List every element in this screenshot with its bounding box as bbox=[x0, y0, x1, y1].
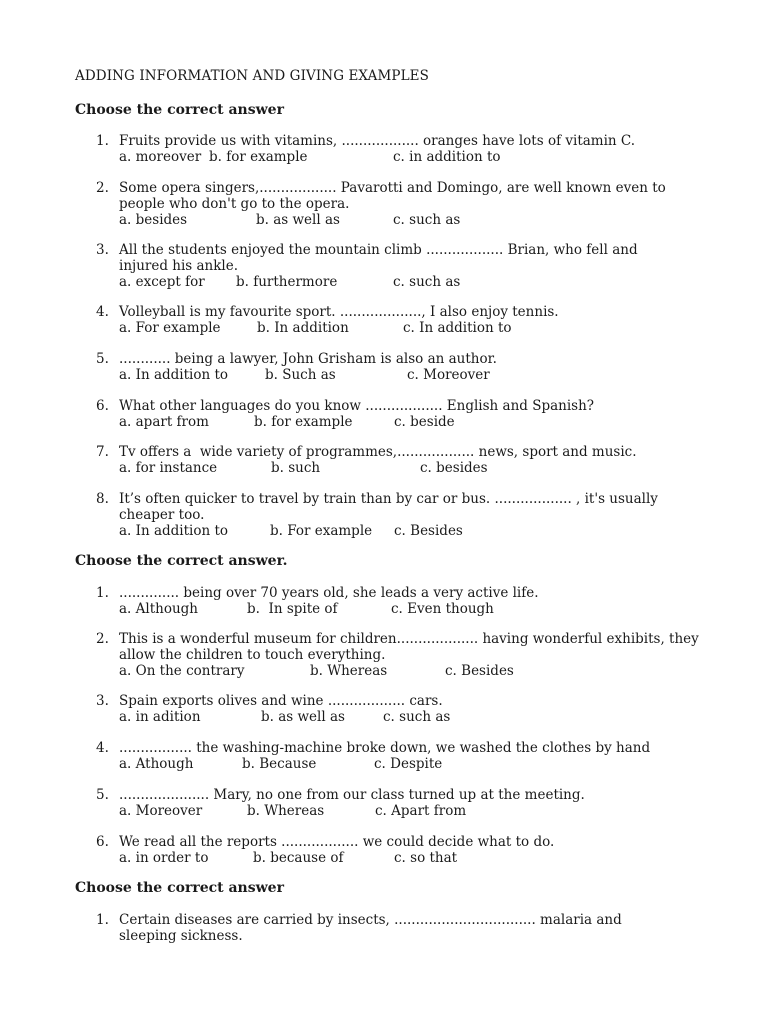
question-1-3 bbox=[96, 242, 716, 290]
option-b: b. In spite of bbox=[247, 601, 338, 617]
question-1-8 bbox=[96, 491, 716, 539]
option-c: c. Besides bbox=[445, 663, 514, 679]
question-text: What other languages do you know .................. English and Spanish? bbox=[119, 398, 595, 414]
option-b: b. as well as bbox=[256, 212, 340, 228]
option-c: c. Even though bbox=[391, 601, 494, 617]
answer-options bbox=[119, 523, 716, 539]
question-2-1 bbox=[96, 585, 716, 617]
option-c: c. In addition to bbox=[403, 320, 512, 336]
option-a: a. In addition to bbox=[119, 523, 229, 539]
option-c: c. Despite bbox=[374, 756, 443, 772]
answer-options bbox=[119, 320, 716, 336]
question-2-6 bbox=[96, 834, 716, 866]
question-text: Spain exports olives and wine .................. cars. bbox=[119, 693, 443, 709]
question-text: ................. the washing-machine broke down, we washed the clothes by hand bbox=[119, 740, 651, 756]
question-text: Some opera singers,.................. Pavarotti and Domingo, are well known even to people who don't go to the opera. bbox=[119, 180, 671, 212]
answer-options bbox=[119, 756, 716, 772]
question-number: 3. bbox=[96, 693, 109, 709]
question-text: Certain diseases are carried by insects, ................................. malaria and sleeping sickness. bbox=[119, 912, 627, 944]
question-1-4 bbox=[96, 304, 716, 336]
question-1-5 bbox=[96, 351, 716, 383]
answer-options bbox=[119, 414, 716, 430]
question-text: Tv offers a wide variety of programmes,.................. news, sport and music. bbox=[119, 444, 637, 460]
question-number: 3. bbox=[96, 242, 109, 258]
option-b: b. Whereas bbox=[247, 803, 325, 819]
option-c: c. in addition to bbox=[393, 149, 501, 165]
answer-options bbox=[119, 803, 716, 819]
question-number: 7. bbox=[96, 444, 109, 460]
option-b: b. In addition bbox=[257, 320, 349, 336]
option-a: a. In addition to bbox=[119, 367, 229, 383]
option-c: c. Apart from bbox=[375, 803, 467, 819]
question-1-1 bbox=[96, 133, 716, 165]
answer-options bbox=[119, 663, 716, 679]
option-a: a. besides bbox=[119, 212, 188, 228]
question-text: All the students enjoyed the mountain climb .................. Brian, who fell and injured his ankle. bbox=[119, 242, 642, 274]
option-a: a. Although bbox=[119, 601, 198, 617]
option-b: b. furthermore bbox=[236, 274, 338, 290]
option-c: c. such as bbox=[393, 274, 461, 290]
option-c: c. beside bbox=[394, 414, 455, 430]
option-a: a. Athough bbox=[119, 756, 194, 772]
question-number: 4. bbox=[96, 740, 109, 756]
question-number: 5. bbox=[96, 787, 109, 803]
option-b: b. because of bbox=[253, 850, 344, 866]
question-2-2 bbox=[96, 631, 716, 679]
option-a: a. apart from bbox=[119, 414, 209, 430]
question-text: This is a wonderful museum for children................... having wonderful exhibits, they allow the children to touch everything. bbox=[119, 631, 704, 663]
option-c: c. Besides bbox=[394, 523, 463, 539]
document-title: ADDING INFORMATION AND GIVING EXAMPLES bbox=[75, 68, 429, 84]
section-heading-2: Choose the correct answer. bbox=[75, 553, 288, 569]
answer-options bbox=[119, 274, 716, 290]
question-text: Fruits provide us with vitamins, .................. oranges have lots of vitamin C. bbox=[119, 133, 636, 149]
option-b: b. for example bbox=[209, 149, 308, 165]
option-a: a. for instance bbox=[119, 460, 218, 476]
question-2-5 bbox=[96, 787, 716, 819]
option-a: a. Moreover bbox=[119, 803, 203, 819]
question-1-2 bbox=[96, 180, 716, 228]
question-number: 5. bbox=[96, 351, 109, 367]
answer-options bbox=[119, 460, 716, 476]
question-number: 4. bbox=[96, 304, 109, 320]
option-a: a. For example bbox=[119, 320, 221, 336]
question-1-7 bbox=[96, 444, 716, 476]
option-b: b. Because bbox=[242, 756, 317, 772]
question-text: .............. being over 70 years old, she leads a very active life. bbox=[119, 585, 539, 601]
question-text: We read all the reports .................. we could decide what to do. bbox=[119, 834, 555, 850]
option-b: b. such bbox=[271, 460, 321, 476]
question-text: ..................... Mary, no one from our class turned up at the meeting. bbox=[119, 787, 585, 803]
option-a: a. in order to bbox=[119, 850, 209, 866]
option-a: a. moreover bbox=[119, 149, 202, 165]
question-3-1 bbox=[96, 912, 716, 944]
answer-options bbox=[119, 850, 716, 866]
option-c: c. so that bbox=[394, 850, 458, 866]
section-heading-1: Choose the correct answer bbox=[75, 102, 284, 118]
option-b: b. as well as bbox=[261, 709, 345, 725]
option-b: b. For example bbox=[270, 523, 373, 539]
answer-options bbox=[119, 149, 716, 165]
option-c: c. Moreover bbox=[407, 367, 490, 383]
question-text: ............ being a lawyer, John Grisham is also an author. bbox=[119, 351, 497, 367]
option-b: b. for example bbox=[254, 414, 353, 430]
question-2-4 bbox=[96, 740, 716, 772]
option-a: a. On the contrary bbox=[119, 663, 245, 679]
question-1-6 bbox=[96, 398, 716, 430]
answer-options bbox=[119, 709, 716, 725]
answer-options bbox=[119, 212, 716, 228]
option-a: a. in adition bbox=[119, 709, 201, 725]
question-number: 6. bbox=[96, 834, 109, 850]
question-text: It’s often quicker to travel by train than by car or bus. .................. , it's usually cheaper too. bbox=[119, 491, 663, 523]
question-number: 6. bbox=[96, 398, 109, 414]
option-b: b. Whereas bbox=[310, 663, 388, 679]
answer-options bbox=[119, 601, 716, 617]
question-number: 2. bbox=[96, 180, 109, 196]
option-a: a. except for bbox=[119, 274, 205, 290]
question-text: Volleyball is my favourite sport. ..................., I also enjoy tennis. bbox=[119, 304, 559, 320]
question-2-3 bbox=[96, 693, 716, 725]
question-number: 1. bbox=[96, 585, 109, 601]
question-number: 2. bbox=[96, 631, 109, 647]
question-number: 8. bbox=[96, 491, 109, 507]
option-c: c. such as bbox=[393, 212, 461, 228]
question-number: 1. bbox=[96, 912, 109, 928]
option-c: c. besides bbox=[420, 460, 488, 476]
answer-options bbox=[119, 367, 716, 383]
question-number: 1. bbox=[96, 133, 109, 149]
section-heading-3: Choose the correct answer bbox=[75, 880, 284, 896]
option-c: c. such as bbox=[383, 709, 451, 725]
option-b: b. Such as bbox=[265, 367, 336, 383]
